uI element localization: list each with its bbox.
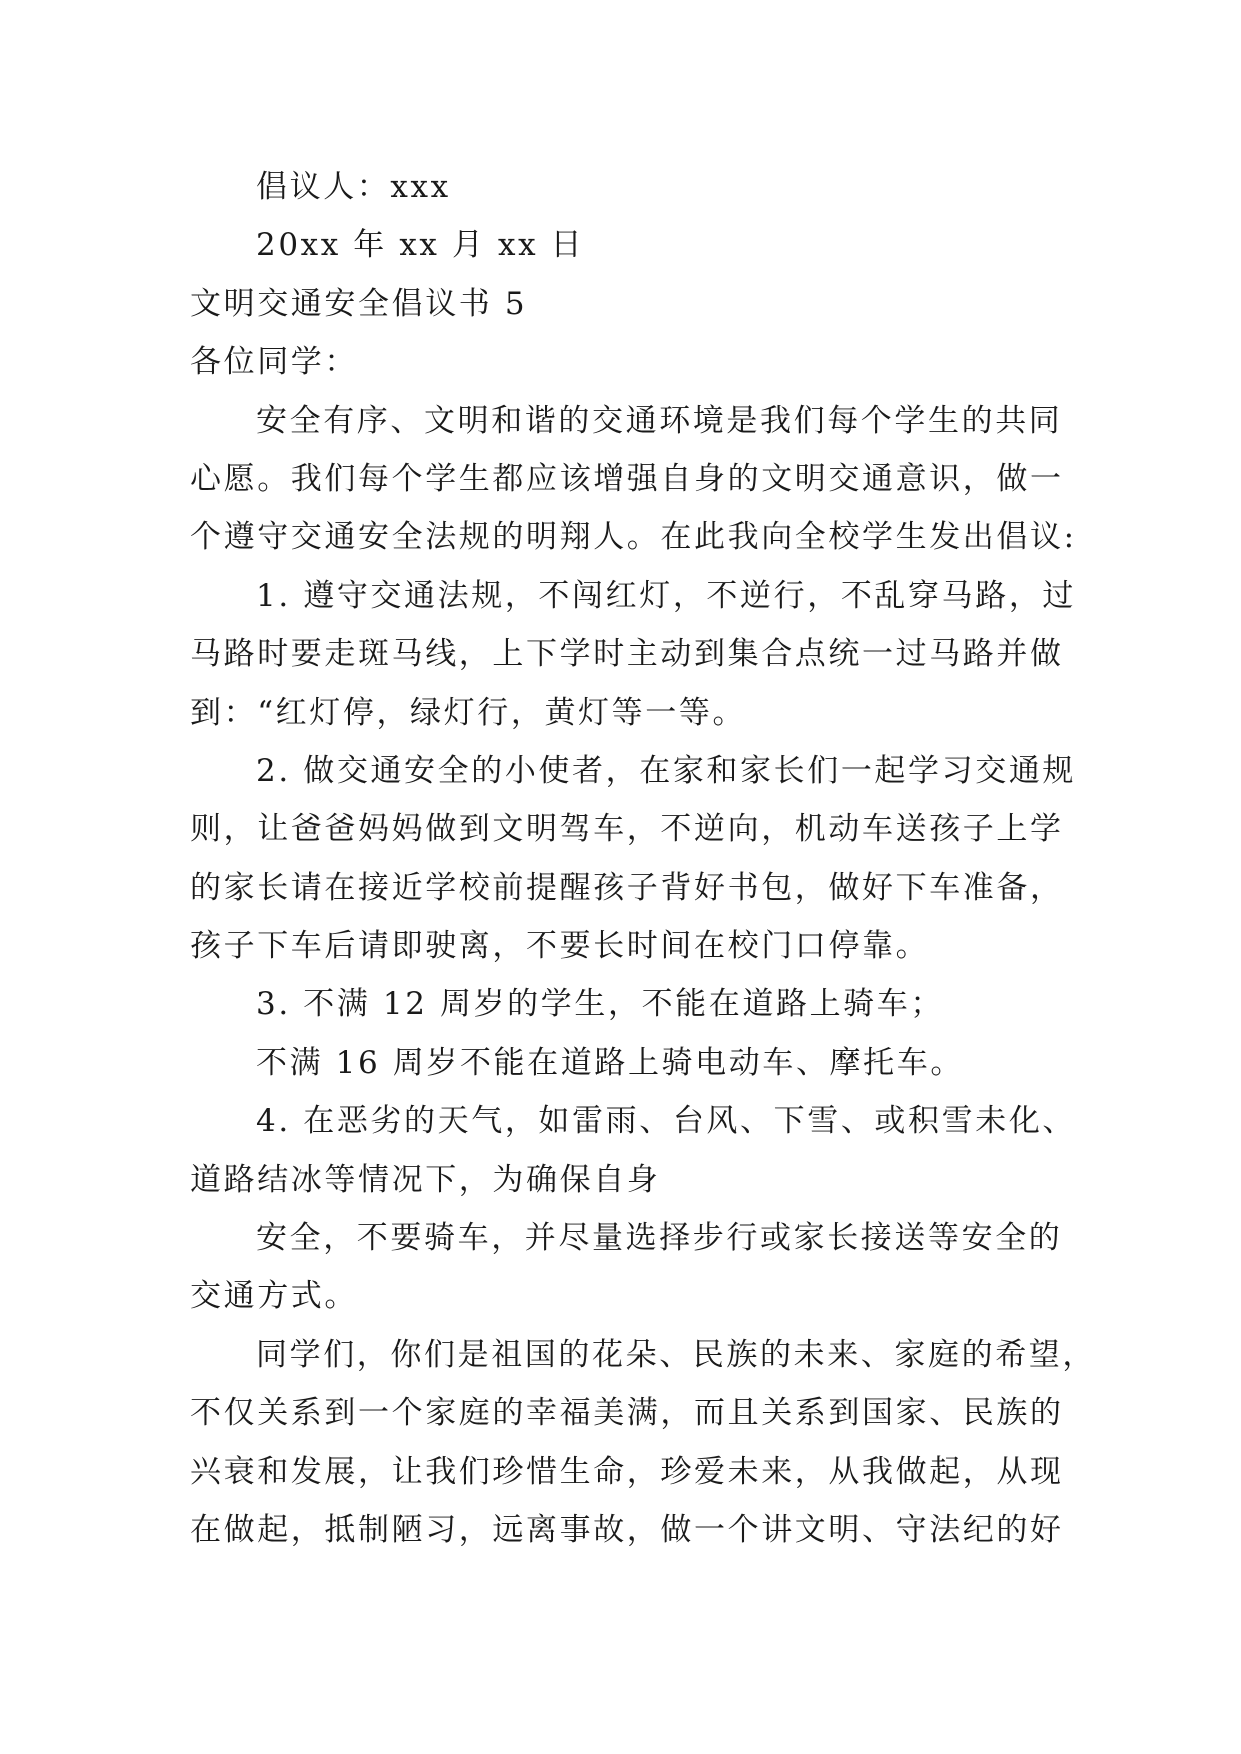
text-line: 4. 在恶劣的天气，如雷雨、台风、下雪、或积雪未化、 xyxy=(256,1103,1077,1140)
text-line: 不满 16 周岁不能在道路上骑电动车、摩托车。 xyxy=(256,1044,964,1081)
text-line: 文明交通安全倡议书 5 xyxy=(190,285,528,322)
text-line: 交通方式。 xyxy=(190,1278,358,1315)
text-line: 心愿。我们每个学生都应该增强自身的文明交通意识，做一 xyxy=(190,460,1064,497)
text-line: 道路结冰等情况下，为确保自身 xyxy=(190,1161,661,1198)
text-line: 1. 遵守交通法规，不闯红灯，不逆行，不乱穿马路，过 xyxy=(256,577,1077,614)
text-line: 不仅关系到一个家庭的幸福美满，而且关系到国家、民族的 xyxy=(190,1395,1064,1432)
text-line: 马路时要走斑马线，上下学时主动到集合点统一过马路并做 xyxy=(190,636,1064,673)
text-line: 则，让爸爸妈妈做到文明驾车，不逆向，机动车送孩子上学 xyxy=(190,811,1064,848)
text-line: 兴衰和发展，让我们珍惜生命，珍爱未来，从我做起，从现 xyxy=(190,1453,1064,1490)
text-line: 安全有序、文明和谐的交通环境是我们每个学生的共同 xyxy=(256,402,1063,439)
text-line: 的家长请在接近学校前提醒孩子背好书包，做好下车准备， xyxy=(190,869,1064,906)
text-line: 孩子下车后请即驶离，不要长时间在校门口停靠。 xyxy=(190,928,930,965)
text-line: 到：“红灯停，绿灯行，黄灯等一等。 xyxy=(190,694,747,731)
document-body xyxy=(190,158,1096,1559)
text-line: 倡议人：xxx xyxy=(256,169,451,205)
text-line: 2. 做交通安全的小使者，在家和家长们一起学习交通规 xyxy=(256,752,1077,789)
text-line: 20xx 年 xx 月 xx 日 xyxy=(256,227,585,264)
text-line: 3. 不满 12 周岁的学生，不能在道路上骑车； xyxy=(256,986,944,1023)
text-line: 在做起，抵制陋习，远离事故，做一个讲文明、守法纪的好 xyxy=(190,1511,1064,1548)
text-line: 各位同学： xyxy=(190,344,358,381)
text-line: 同学们，你们是祖国的花朵、民族的未来、家庭的希望， xyxy=(256,1336,1096,1373)
text-line: 安全，不要骑车，并尽量选择步行或家长接送等安全的 xyxy=(256,1220,1063,1257)
text-line: 个遵守交通安全法规的明翔人。在此我向全校学生发出倡议: xyxy=(190,519,1077,556)
